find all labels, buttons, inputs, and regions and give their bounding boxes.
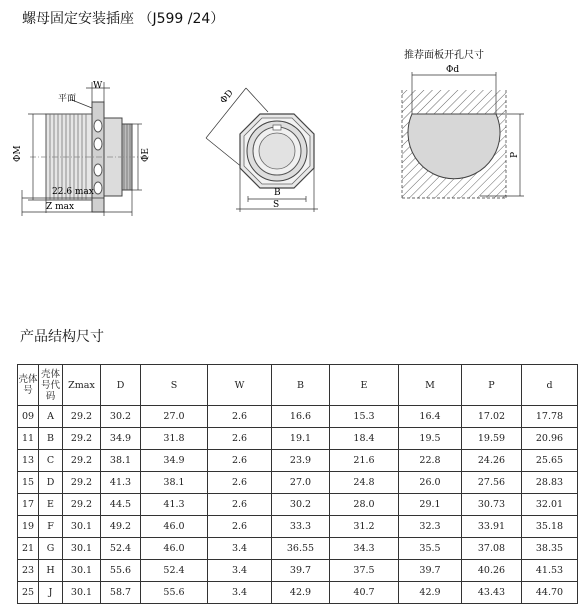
table-cell: 38.1: [101, 450, 141, 472]
technical-drawing: [0, 30, 587, 230]
table-cell: 3.4: [208, 538, 272, 560]
table-row: [18, 582, 578, 604]
table-cell: 23: [18, 560, 39, 582]
table-cell: 27.0: [141, 406, 208, 428]
table-cell: 27.0: [272, 472, 330, 494]
dim-z-label: Z max: [46, 202, 75, 212]
table-cell: 15.3: [330, 406, 399, 428]
table-row: [18, 428, 578, 450]
table-cell: 2.6: [208, 516, 272, 538]
table-cell: 32.3: [399, 516, 462, 538]
table-cell: 25: [18, 582, 39, 604]
table-cell: 55.6: [101, 560, 141, 582]
table-cell: 39.7: [399, 560, 462, 582]
table-cell: 38.1: [141, 472, 208, 494]
table-cell: 11: [18, 428, 39, 450]
table-cell: 2.6: [208, 428, 272, 450]
table-cell: 29.2: [63, 494, 101, 516]
table-cell: 19.1: [272, 428, 330, 450]
table-cell: 46.0: [141, 516, 208, 538]
table-cell: 24.26: [462, 450, 522, 472]
table-cell: 41.53: [522, 560, 578, 582]
table-cell: 18.4: [330, 428, 399, 450]
table-cell: 30.1: [63, 538, 101, 560]
header-e: E: [330, 365, 399, 406]
table-cell: 22.8: [399, 450, 462, 472]
table-header-row: [18, 365, 578, 406]
table-cell: 33.3: [272, 516, 330, 538]
dim-m-label: ΦM: [13, 145, 23, 162]
table-cell: 24.8: [330, 472, 399, 494]
table-cell: 17.02: [462, 406, 522, 428]
table-cell: 19.59: [462, 428, 522, 450]
table-cell: 30.1: [63, 582, 101, 604]
side-view: [13, 81, 151, 216]
dim-cutout-d-label: Φd: [446, 65, 460, 75]
table-cell: 21.6: [330, 450, 399, 472]
front-view: [206, 88, 318, 212]
table-cell: 30.1: [63, 516, 101, 538]
table-cell: 30.1: [63, 560, 101, 582]
table-cell: 42.9: [399, 582, 462, 604]
table-cell: 3.4: [208, 560, 272, 582]
table-cell: 30.2: [101, 406, 141, 428]
table-cell: 27.56: [462, 472, 522, 494]
table-cell: 2.6: [208, 494, 272, 516]
table-cell: 16.4: [399, 406, 462, 428]
table-cell: 41.3: [141, 494, 208, 516]
table-cell: 29.2: [63, 450, 101, 472]
table-cell: E: [39, 494, 63, 516]
table-cell: 23.9: [272, 450, 330, 472]
table-cell: 58.7: [101, 582, 141, 604]
header-w: W: [208, 365, 272, 406]
page-title: 螺母固定安装插座 （J599 /24）: [22, 11, 225, 27]
table-cell: 19: [18, 516, 39, 538]
table-cell: 34.3: [330, 538, 399, 560]
table-cell: 43.43: [462, 582, 522, 604]
header-small-d: d: [522, 365, 578, 406]
table-cell: 15: [18, 472, 39, 494]
table-cell: 40.7: [330, 582, 399, 604]
table-cell: 31.8: [141, 428, 208, 450]
table-cell: 30.2: [272, 494, 330, 516]
table-cell: 32.01: [522, 494, 578, 516]
table-cell: 29.2: [63, 428, 101, 450]
table-cell: 28.83: [522, 472, 578, 494]
table-cell: 20.96: [522, 428, 578, 450]
table-row: [18, 450, 578, 472]
table-row: [18, 516, 578, 538]
table-cell: 37.5: [330, 560, 399, 582]
table-row: [18, 406, 578, 428]
table-cell: 2.6: [208, 472, 272, 494]
table-cell: 29.2: [63, 406, 101, 428]
table-cell: 21: [18, 538, 39, 560]
header-zmax: Zmax: [63, 365, 101, 406]
header-p: P: [462, 365, 522, 406]
table-row: [18, 472, 578, 494]
table-cell: 29.1: [399, 494, 462, 516]
table-cell: 37.08: [462, 538, 522, 560]
header-shell-size: 壳体号: [18, 365, 39, 406]
header-b: B: [272, 365, 330, 406]
table-cell: 46.0: [141, 538, 208, 560]
header-shell-code: 壳体号代码: [39, 365, 63, 406]
table-cell: F: [39, 516, 63, 538]
table-cell: 30.73: [462, 494, 522, 516]
dim-p-label: P: [510, 151, 520, 158]
table-cell: 44.70: [522, 582, 578, 604]
table-cell: 36.55: [272, 538, 330, 560]
table-cell: 17: [18, 494, 39, 516]
table-cell: 29.2: [63, 472, 101, 494]
table-row: [18, 538, 578, 560]
table-cell: A: [39, 406, 63, 428]
dim-22-6-label: 22.6 max: [52, 187, 94, 197]
table-cell: 35.18: [522, 516, 578, 538]
table-cell: 3.4: [208, 582, 272, 604]
dim-w-label: W: [93, 81, 103, 91]
table-cell: 17.78: [522, 406, 578, 428]
table-cell: 55.6: [141, 582, 208, 604]
header-d: D: [101, 365, 141, 406]
table-cell: 40.26: [462, 560, 522, 582]
table-cell: 38.35: [522, 538, 578, 560]
table-cell: 41.3: [101, 472, 141, 494]
table-cell: 2.6: [208, 450, 272, 472]
dim-d-label: ΦD: [218, 88, 236, 106]
table-cell: D: [39, 472, 63, 494]
table-cell: C: [39, 450, 63, 472]
table-cell: 34.9: [101, 428, 141, 450]
dim-e-label: ΦE: [141, 148, 151, 162]
table-cell: 33.91: [462, 516, 522, 538]
section-title: 产品结构尺寸: [20, 329, 104, 345]
table-cell: 31.2: [330, 516, 399, 538]
table-row: [18, 494, 578, 516]
table-cell: G: [39, 538, 63, 560]
table-cell: 52.4: [101, 538, 141, 560]
table-cell: 42.9: [272, 582, 330, 604]
table-cell: 19.5: [399, 428, 462, 450]
header-m: M: [399, 365, 462, 406]
table-cell: 26.0: [399, 472, 462, 494]
table-cell: H: [39, 560, 63, 582]
flat-surface-label: 平面: [58, 94, 77, 104]
table-cell: 49.2: [101, 516, 141, 538]
table-cell: 39.7: [272, 560, 330, 582]
table-cell: 34.9: [141, 450, 208, 472]
panel-cutout-view: [402, 48, 524, 198]
table-cell: 2.6: [208, 406, 272, 428]
dimension-table: [17, 364, 578, 604]
table-cell: 13: [18, 450, 39, 472]
table-cell: 28.0: [330, 494, 399, 516]
table-cell: 25.65: [522, 450, 578, 472]
table-cell: J: [39, 582, 63, 604]
table-cell: 44.5: [101, 494, 141, 516]
table-row: [18, 560, 578, 582]
table-cell: 16.6: [272, 406, 330, 428]
dim-s-label: S: [273, 200, 280, 210]
table-cell: 52.4: [141, 560, 208, 582]
table-cell: B: [39, 428, 63, 450]
table-cell: 09: [18, 406, 39, 428]
panel-cutout-caption: 推荐面板开孔尺寸: [404, 50, 484, 61]
header-s: S: [141, 365, 208, 406]
table-cell: 35.5: [399, 538, 462, 560]
dim-b-label: B: [274, 188, 281, 198]
